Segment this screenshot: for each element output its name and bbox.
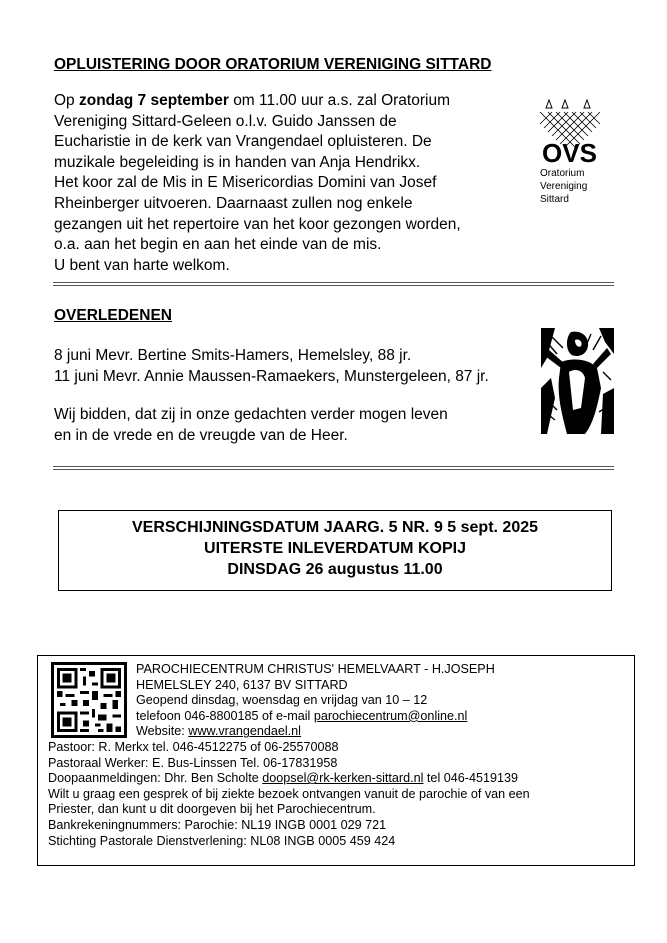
oratorium-line: Het koor zal de Mis in E Misericordias Domini van Josef bbox=[54, 174, 437, 192]
contact-box bbox=[37, 655, 635, 866]
visit-request-line: Priester, dan kunt u dit doorgeven bij het Parochiecentrum. bbox=[48, 802, 376, 817]
ovs-logo-line1: Oratorium bbox=[540, 168, 585, 179]
website-link[interactable]: www.vrangendael.nl bbox=[188, 724, 301, 739]
oratorium-heading: OPLUISTERING DOOR ORATORIUM VERENIGING SITTARD bbox=[54, 56, 492, 73]
section-divider bbox=[53, 466, 614, 470]
deadline-label: UITERSTE INLEVERDATUM KOPIJ bbox=[204, 540, 466, 557]
death-entry: 11 juni Mevr. Annie Maussen-Ramaekers, Munstergeleen, 87 jr. bbox=[54, 367, 489, 385]
doop-phone: tel 046-4519139 bbox=[423, 771, 518, 786]
oratorium-line: muzikale begeleiding is in handen van Anja Hendrikx. bbox=[54, 153, 421, 171]
bank-account-line: Bankrekeningnummers: Parochie: NL19 INGB 0001 029 721 bbox=[48, 817, 387, 832]
oratorium-line: U bent van harte welkom. bbox=[54, 256, 230, 274]
deadline-date: DINSDAG 26 augustus 11.00 bbox=[227, 561, 443, 578]
oratorium-paragraph bbox=[54, 91, 461, 276]
oratorium-line: Rheinberger uitvoeren. Daarnaast zullen nog enkele bbox=[54, 194, 413, 212]
oratorium-line1-prefix: Op bbox=[54, 92, 75, 109]
ovs-logo bbox=[536, 96, 608, 208]
oratorium-line-1 bbox=[54, 91, 461, 112]
phone-text: telefoon 046-8800185 of e-mail bbox=[136, 708, 314, 723]
org-address: HEMELSLEY 240, 6137 BV SITTARD bbox=[136, 677, 348, 692]
ovs-logo-line2: Vereniging bbox=[540, 181, 588, 192]
prayer-text bbox=[54, 405, 448, 446]
qr-code-icon bbox=[50, 662, 128, 738]
doop-line bbox=[48, 771, 530, 787]
ovs-monogram: OVS bbox=[542, 138, 597, 166]
prayer-line: en in de vrede en de vreugde van de Heer. bbox=[54, 426, 348, 444]
publication-notice bbox=[58, 510, 612, 591]
visit-request-line: Wilt u graag een gesprek of bij ziekte bezoek ontvangen vanuit de parochie of van een bbox=[48, 786, 530, 801]
ovs-logo-graphic bbox=[536, 96, 608, 166]
risen-christ-illustration bbox=[541, 328, 614, 434]
overledenen-heading: OVERLEDENEN bbox=[54, 307, 172, 324]
staff-info bbox=[48, 740, 530, 849]
pastoor-line: Pastoor: R. Merkx tel. 046-4512275 of 06-25570088 bbox=[48, 740, 339, 754]
oratorium-line1-rest: om 11.00 uur a.s. zal Oratorium bbox=[233, 92, 450, 109]
website-line bbox=[136, 724, 495, 740]
website-label: Website: bbox=[136, 724, 189, 739]
email-link[interactable]: parochiecentrum@online.nl bbox=[313, 708, 468, 723]
contact-line bbox=[136, 709, 495, 725]
qr-code bbox=[50, 662, 128, 738]
doop-email-link[interactable]: doopsel@rk-kerken-sittard.nl bbox=[262, 771, 424, 786]
stichting-account-line: Stichting Pastorale Dienstverlening: NL08 INGB 0005 459 424 bbox=[48, 833, 396, 848]
oratorium-line: Eucharistie in de kerk van Vrangendael opluisteren. De bbox=[54, 133, 432, 151]
woodcut-illustration-icon bbox=[541, 328, 614, 434]
oratorium-line: Vereniging Sittard-Geleen o.l.v. Guido Janssen de bbox=[54, 112, 397, 130]
death-entry: 8 juni Mevr. Bertine Smits-Hamers, Hemelsley, 88 jr. bbox=[54, 347, 412, 364]
ovs-logo-line3: Sittard bbox=[540, 194, 569, 205]
doop-text: Doopaanmeldingen: Dhr. Ben Scholte bbox=[48, 771, 263, 786]
org-name: PAROCHIECENTRUM CHRISTUS' HEMELVAART - H.JOSEPH bbox=[136, 662, 495, 676]
publication-date-line: VERSCHIJNINGSDATUM JAARG. 5 NR. 9 5 sept. 2025 bbox=[131, 519, 539, 536]
oratorium-line: gezangen uit het repertoire van het koor gezongen worden, bbox=[54, 215, 461, 233]
deaths-list bbox=[54, 346, 489, 387]
org-info bbox=[136, 662, 495, 740]
werker-line: Pastoraal Werker: E. Bus-Linssen Tel. 06-17831958 bbox=[48, 755, 338, 770]
prayer-line: Wij bidden, dat zij in onze gedachten verder mogen leven bbox=[54, 406, 448, 423]
opening-hours: Geopend dinsdag, woensdag en vrijdag van 10 – 12 bbox=[136, 693, 428, 708]
oratorium-date: zondag 7 september bbox=[79, 92, 229, 109]
oratorium-line: o.a. aan het begin en aan het einde van de mis. bbox=[54, 236, 382, 254]
section-divider bbox=[53, 282, 614, 286]
